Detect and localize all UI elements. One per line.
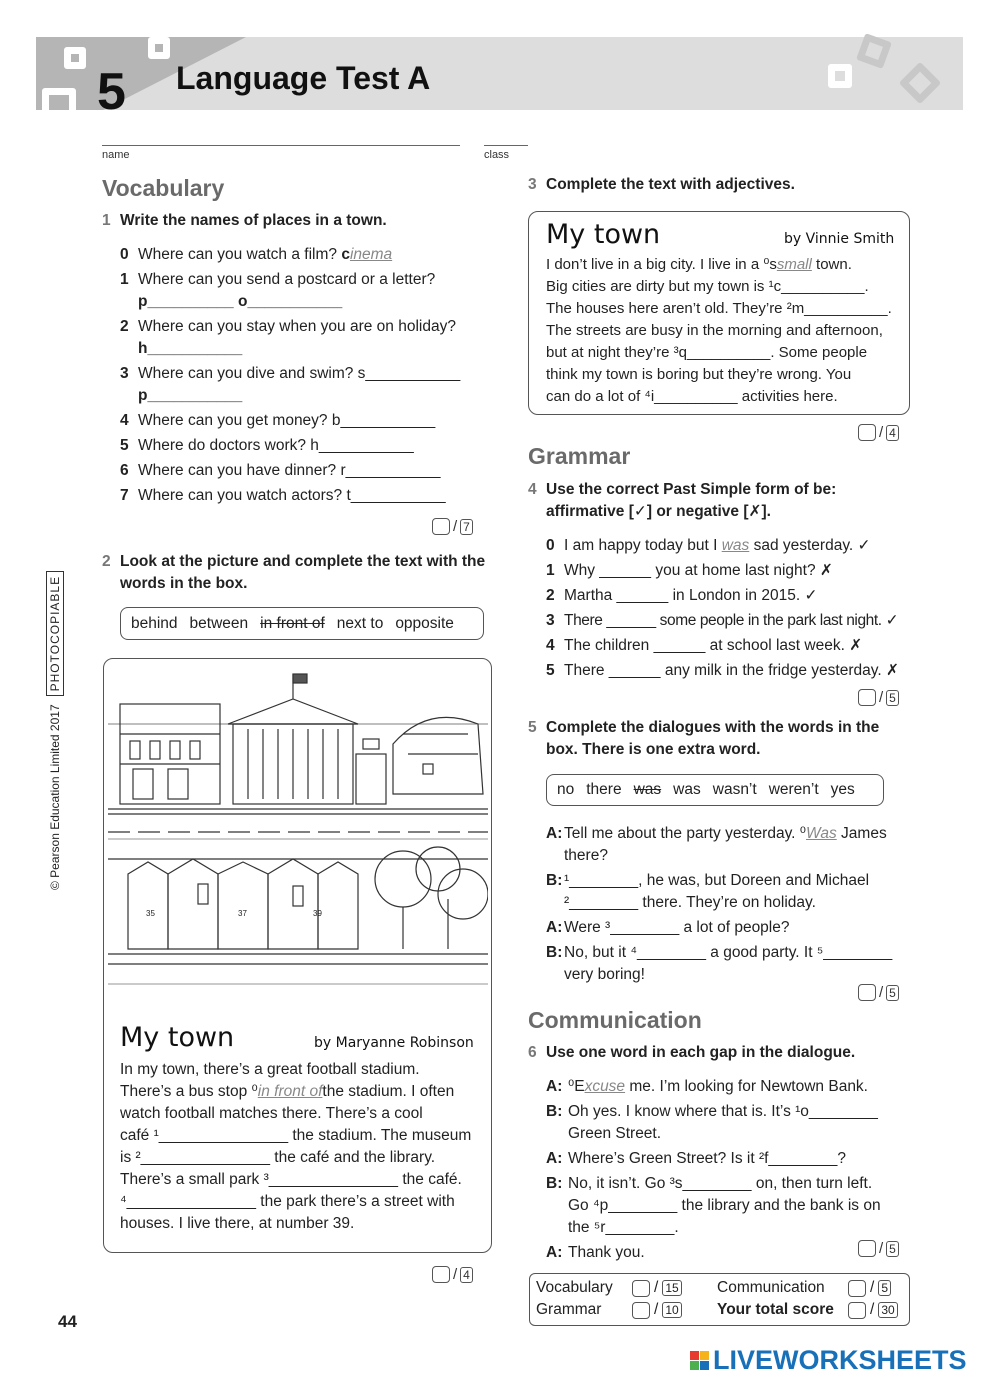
q1-item-4[interactable]: 4 Where can you get money? b___________ xyxy=(120,412,436,429)
score-box[interactable] xyxy=(858,984,876,1001)
score-box[interactable] xyxy=(848,1302,866,1319)
stadium xyxy=(393,717,483,794)
museum-roof xyxy=(228,699,358,724)
word-option: between xyxy=(189,614,249,632)
word-option: weren’t xyxy=(768,781,819,798)
score-box[interactable] xyxy=(858,689,876,706)
decor-square-icon xyxy=(148,37,170,59)
word-option: wasn’t xyxy=(712,781,757,798)
q6-line-2[interactable]: A: Where’s Green Street? Is it ²f________? xyxy=(546,1150,847,1167)
score-box[interactable] xyxy=(858,424,876,441)
story-title: My town xyxy=(546,219,661,250)
q5-line-0: A: Tell me about the party yesterday. ⁰Was James there? xyxy=(546,825,887,864)
answer-example: in front of xyxy=(257,1083,323,1100)
q5-line-3[interactable]: B: No, but it ⁴________ a good party. It ⁵________ very boring! xyxy=(546,944,893,983)
story-title: My town xyxy=(120,1022,235,1053)
word-option: was xyxy=(673,781,701,798)
q4-item-2[interactable]: 2 Martha ______ in London in 2015. ✓ xyxy=(546,587,818,604)
bus-stop xyxy=(423,764,433,774)
story-author: by Maryanne Robinson xyxy=(314,1035,474,1051)
q4-item-1[interactable]: 1 Why ______ you at home last night? ✗ xyxy=(546,562,833,579)
q1-score[interactable]: / 7 xyxy=(432,518,473,535)
q5-line-1[interactable]: B: ¹________, he was, but Doreen and Michael ²________ there. They’re on holiday. xyxy=(546,872,870,911)
question-1: 1 Write the names of places in a town. xyxy=(102,212,387,229)
name-line[interactable] xyxy=(102,145,460,146)
q6-line-4: A: Thank you. xyxy=(546,1244,645,1261)
q4-item-3[interactable]: 3 There ______ some people in the park last night. ✓ xyxy=(546,612,899,629)
q6-line-0: A: ⁰Excuse me. I’m looking for Newtown Bank. xyxy=(546,1078,868,1095)
unit-number: 5 xyxy=(97,63,126,121)
section-grammar: Grammar xyxy=(528,443,631,469)
question-2: 2 Look at the picture and complete the text with the words in the box. xyxy=(102,553,486,592)
question-4: 4 Use the correct Past Simple form of be: affirmative [✓] or negative [✗]. xyxy=(528,481,837,520)
question-5: 5 Complete the dialogues with the words in the box. There is one extra word. xyxy=(528,719,880,758)
question-3: 3 Complete the text with adjectives. xyxy=(528,176,795,193)
cafe-building xyxy=(356,754,386,804)
total-communication: Communication / 5 xyxy=(717,1279,891,1297)
house xyxy=(128,862,168,949)
q4-item-0: 0 I am happy today but I was sad yesterday. ✓ xyxy=(546,537,871,554)
score-box[interactable] xyxy=(858,1240,876,1257)
q1-item-2[interactable]: 2 Where can you stay when you are on holiday? h___________ xyxy=(120,318,456,357)
q6-line-3[interactable]: B: No, it isn’t. Go ³s________ on, then turn left. Go ⁴p________ the library and the bank is on the ⁵r________. xyxy=(546,1175,881,1236)
answer-example: xcuse xyxy=(584,1078,626,1095)
word-option: opposite xyxy=(395,614,454,632)
house xyxy=(318,862,358,949)
class-line[interactable] xyxy=(484,145,528,146)
page-number: 44 xyxy=(58,1312,77,1331)
score-box[interactable] xyxy=(432,1266,450,1283)
word-option: behind xyxy=(131,614,178,632)
q5-line-2[interactable]: A: Were ³________ a lot of people? xyxy=(546,919,790,936)
q4-item-5[interactable]: 5 There ______ any milk in the fridge yesterday. ✗ xyxy=(546,662,899,679)
story-author: by Vinnie Smith xyxy=(784,231,895,247)
score-box[interactable] xyxy=(632,1302,650,1319)
decor-square-icon xyxy=(828,64,852,88)
word-option: next to xyxy=(336,614,384,632)
answer-example: small xyxy=(776,256,812,273)
word-option: yes xyxy=(830,781,855,798)
total-grammar: Grammar / 10 xyxy=(536,1301,682,1319)
town-picture xyxy=(108,664,488,1009)
score-box[interactable] xyxy=(632,1280,650,1297)
brand-text: LIVEWORKSHEETS xyxy=(713,1345,967,1375)
q6-score[interactable]: / 5 xyxy=(858,1240,899,1257)
q5-score[interactable]: / 5 xyxy=(858,984,899,1001)
house-number: 37 xyxy=(238,909,247,918)
house-number: 39 xyxy=(313,909,322,918)
section-communication: Communication xyxy=(528,1007,702,1033)
copyright-text: © Pearson Education Limited 2017 xyxy=(48,704,62,890)
q5-word-box xyxy=(546,774,884,806)
word-option: there xyxy=(586,781,622,798)
word-option: no xyxy=(557,781,575,798)
answer-example: Was xyxy=(806,825,837,842)
q3-score[interactable]: / 4 xyxy=(858,424,899,441)
answer-example: inema xyxy=(349,246,393,263)
q2-word-box xyxy=(120,607,484,640)
answer-example: was xyxy=(721,537,750,554)
q1-item-0: 0 Where can you watch a film? cinema xyxy=(120,246,393,263)
q1-item-7[interactable]: 7 Where can you watch actors? t___________ xyxy=(120,487,446,504)
house xyxy=(218,862,268,949)
q4-score[interactable]: / 5 xyxy=(858,689,899,706)
decor-square-icon xyxy=(64,47,86,69)
class-label: class xyxy=(484,149,510,161)
liveworksheets-icon xyxy=(690,1351,709,1370)
side-copyright xyxy=(46,571,64,890)
q2-story-text[interactable]: In my town, there’s a great football stadium. There’s a bus stop ⁰in front ofthe stadium. I often watch football matches there. There’s a cool café ¹_______________ the stadium. The museum is ²_______________ the café and the library. There’s a small park ³_______________ the café. ⁴_______________ the park there’s a street with houses. I live there, at number 39. xyxy=(120,1061,472,1232)
page-title: Language Test A xyxy=(176,60,431,96)
photocopiable-label: PHOTOCOPIABLE xyxy=(46,571,64,696)
decor-square-icon xyxy=(42,88,76,122)
name-label: name xyxy=(102,149,130,161)
q1-item-1[interactable]: 1 Where can you send a postcard or a letter? p__________ o___________ xyxy=(120,271,436,310)
total-score: Your total score / 30 xyxy=(717,1301,898,1319)
word-option-used: in front of xyxy=(260,614,325,632)
q1-item-6[interactable]: 6 Where can you have dinner? r___________ xyxy=(120,462,441,479)
total-vocabulary: Vocabulary / 15 xyxy=(536,1279,682,1297)
q4-item-4[interactable]: 4 The children ______ at school last week. ✗ xyxy=(546,637,863,654)
word-option-used: was xyxy=(633,781,662,798)
q1-item-5[interactable]: 5 Where do doctors work? h___________ xyxy=(120,437,414,454)
house xyxy=(168,859,218,949)
question-6: 6 Use one word in each gap in the dialogue. xyxy=(528,1044,856,1061)
section-vocabulary: Vocabulary xyxy=(102,175,225,201)
q1-item-3[interactable]: 3 Where can you dive and swim? s___________ p___________ xyxy=(120,365,461,404)
score-box[interactable] xyxy=(848,1280,866,1297)
liveworksheets-logo[interactable] xyxy=(690,1345,967,1376)
q6-line-1[interactable]: B: Oh yes. I know where that is. It’s ¹o________ Green Street. xyxy=(546,1103,878,1142)
q3-story-text[interactable]: I don’t live in a big city. I live in a ⁰ssmall town. Big cities are dirty but my town is ¹c__________. The houses here aren’t old. They’re ²m__________. The streets are busy in the morning and afternoon, but at night they’re ³q__________. Some people think my town is boring but they’re wrong. You can do a lot of ⁴i__________ activities here. xyxy=(546,256,892,405)
q2-score[interactable]: / 4 xyxy=(432,1266,473,1283)
house-number: 35 xyxy=(146,909,155,918)
score-box[interactable] xyxy=(432,518,450,535)
